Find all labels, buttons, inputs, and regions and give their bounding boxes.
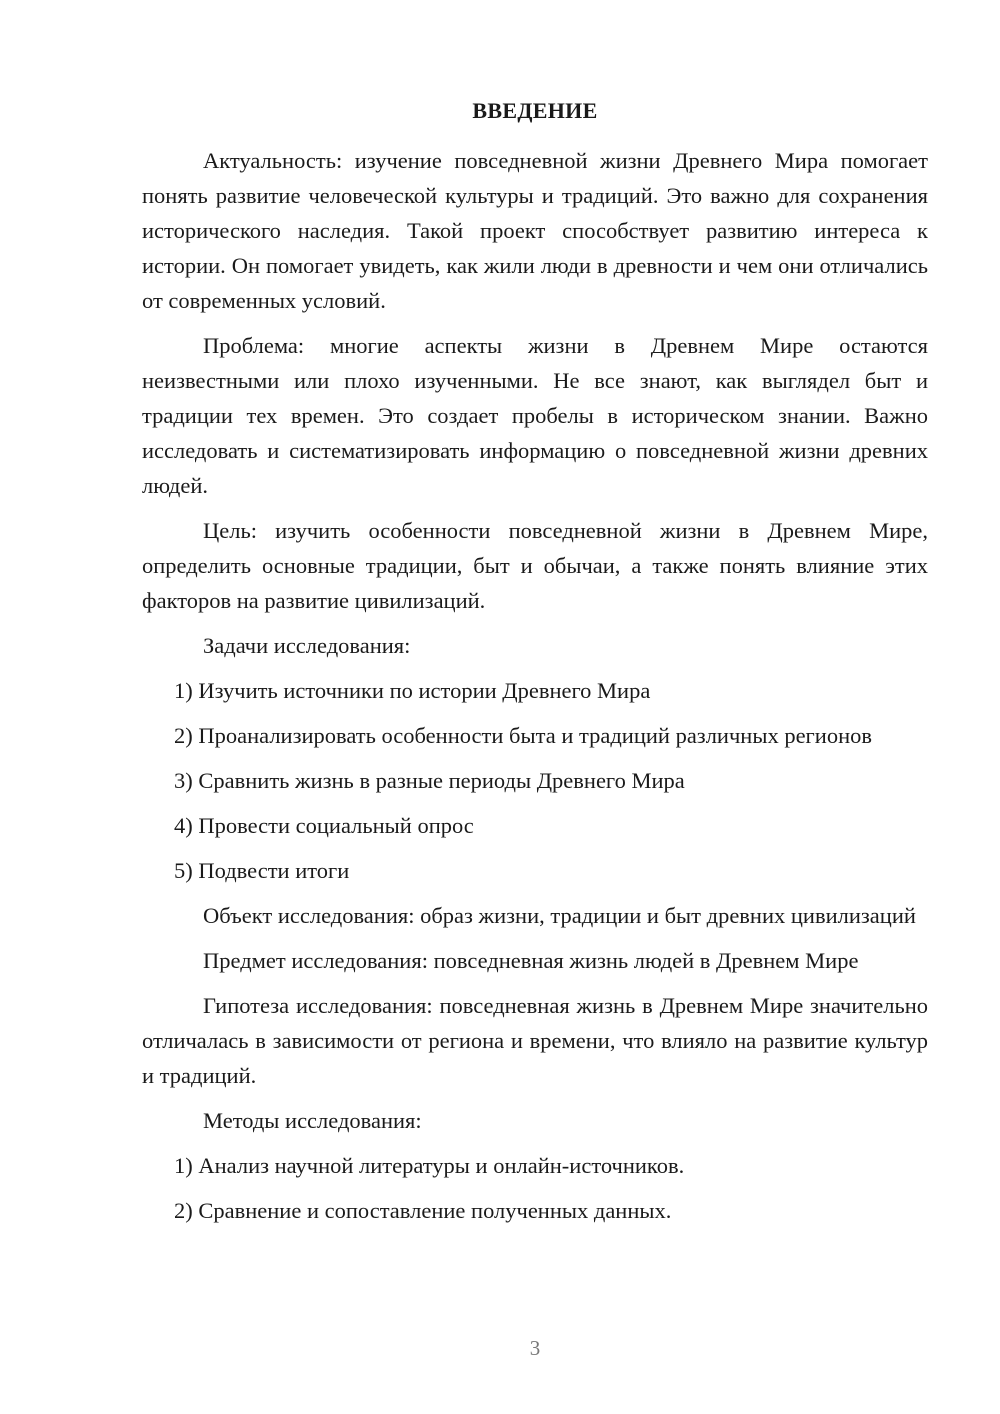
- page-number: 3: [529, 1336, 541, 1360]
- task-item: 3) Сравнить жизнь в разные периоды Древнего Мира: [174, 768, 685, 793]
- problem-paragraph: Проблема: многие аспекты жизни в Древнем Мире остаются неизвестными или плохо изученными. Не все знают, как выглядел быт и традиции тех времен. Это создает пробелы в историческом знании. Важно исследовать и систематизировать информацию о повседневной жизни древних людей.: [142, 333, 928, 498]
- task-item: 1) Изучить источники по истории Древнего Мира: [174, 678, 651, 703]
- task-item: 2) Проанализировать особенности быта и традиций различных регионов: [174, 723, 872, 748]
- hypothesis-paragraph: Гипотеза исследования: повседневная жизнь в Древнем Мире значительно отличалась в зависимости от региона и времени, что влияло на развитие культур и традиций.: [142, 993, 928, 1088]
- method-item: 1) Анализ научной литературы и онлайн-источников.: [174, 1153, 685, 1178]
- methods-heading: Методы исследования:: [203, 1108, 422, 1133]
- goal-paragraph: Цель: изучить особенности повседневной жизни в Древнем Мире, определить основные традиции, быт и обычаи, а также понять влияние этих факторов на развитие цивилизаций.: [142, 518, 928, 613]
- subject-paragraph: Предмет исследования: повседневная жизнь людей в Древнем Мире: [203, 948, 859, 973]
- task-item: 4) Провести социальный опрос: [174, 813, 474, 838]
- method-item: 2) Сравнение и сопоставление полученных данных.: [174, 1198, 672, 1223]
- task-item: 5) Подвести итоги: [174, 858, 350, 883]
- object-paragraph: Объект исследования: образ жизни, традиции и быт древних цивилизаций: [203, 903, 916, 928]
- page-title: ВВЕДЕНИЕ: [472, 98, 598, 123]
- relevance-paragraph: Актуальность: изучение повседневной жизни Древнего Мира помогает понять развитие человеческой культуры и традиций. Это важно для сохранения исторического наследия. Такой проект способствует развитию интереса к истории. Он помогает увидеть, как жили люди в древности и чем они отличались от современных условий.: [142, 148, 928, 313]
- introduction-body: [142, 143, 928, 1238]
- tasks-heading: Задачи исследования:: [203, 633, 411, 658]
